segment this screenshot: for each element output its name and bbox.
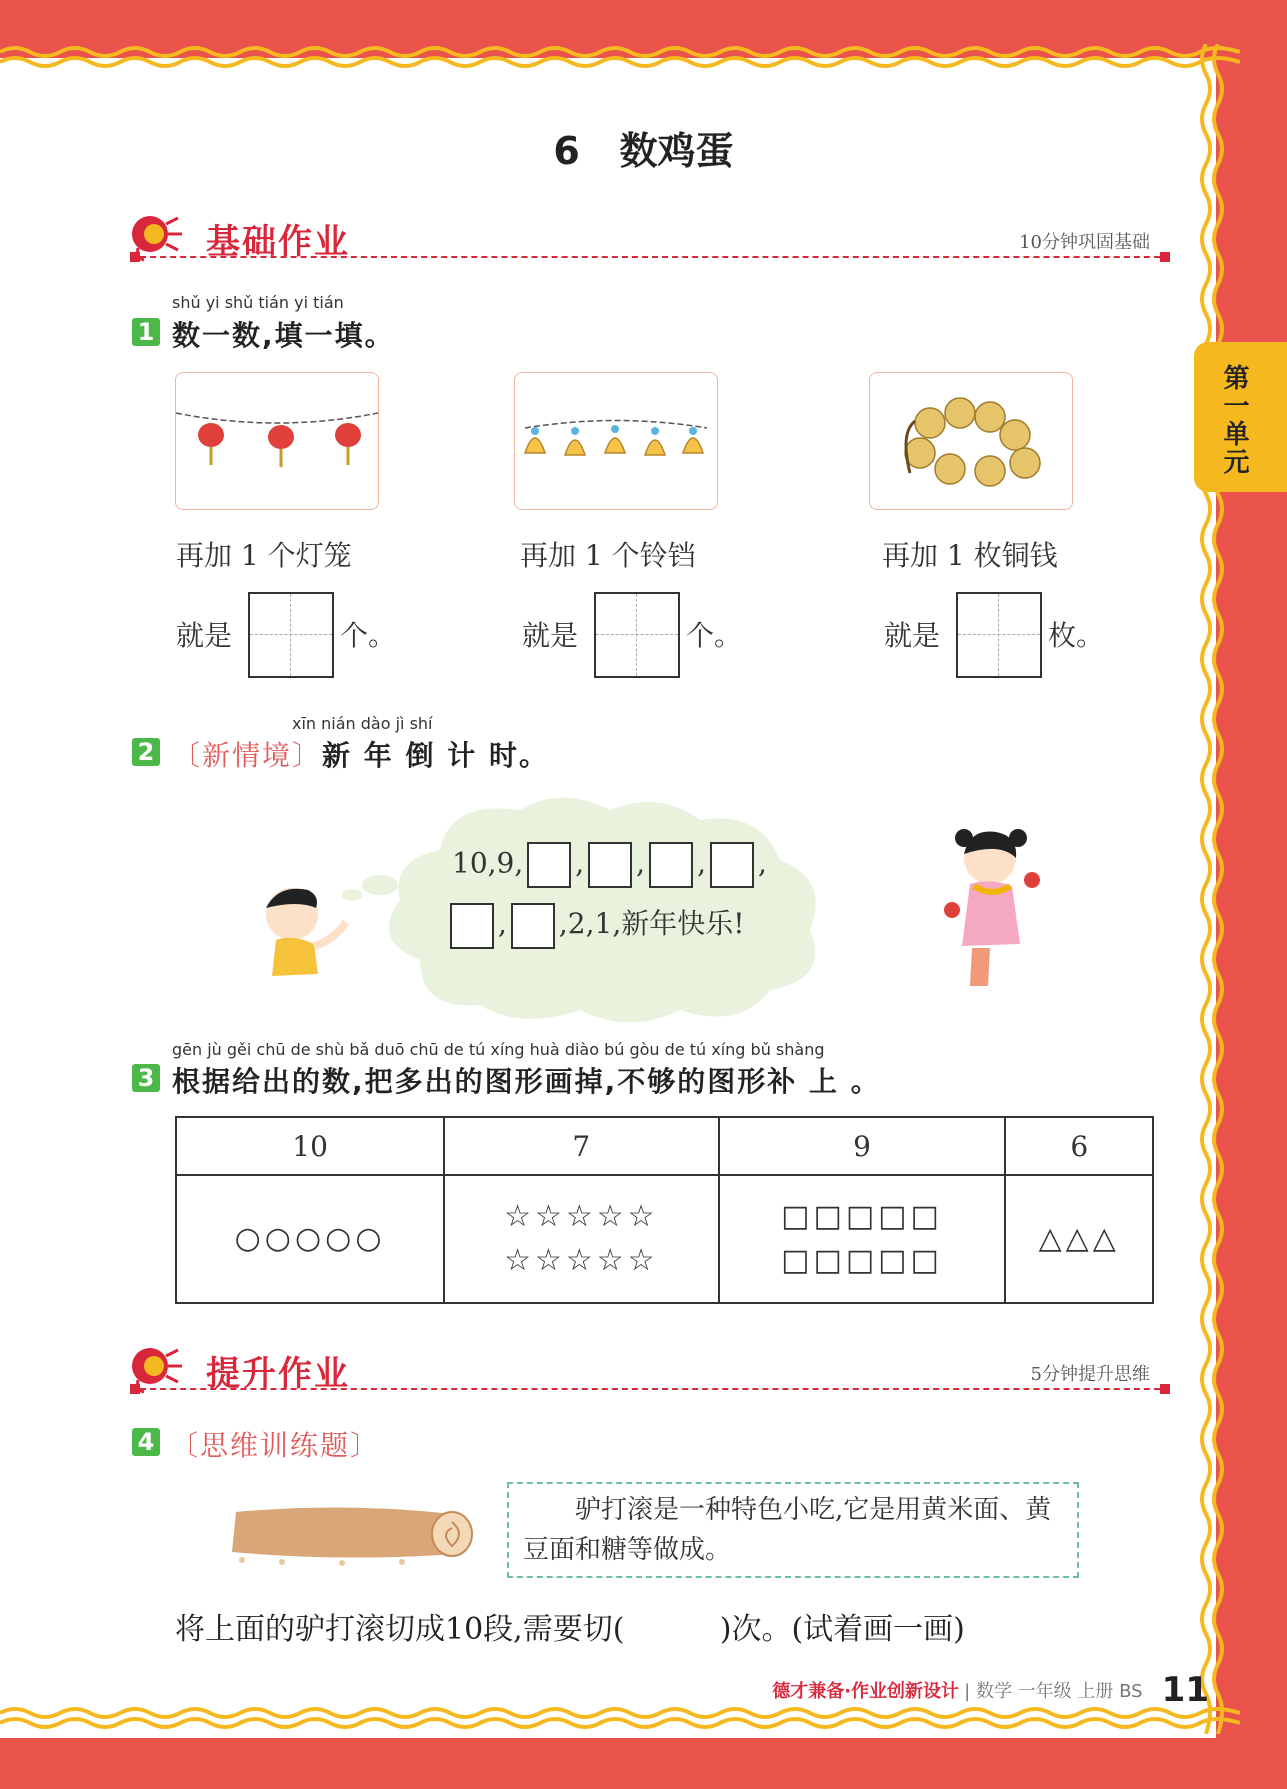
footer-meta: | 数学 一年级 上册 BS <box>964 1681 1143 1702</box>
q2-pinyin: xīn nián dào jì shí <box>292 714 433 733</box>
q2-number-badge: 2 <box>132 738 160 766</box>
section-advanced-note: 5分钟提升思维 <box>1030 1364 1150 1385</box>
squares-row-2: □□□□□ <box>781 1243 943 1278</box>
page-footer <box>772 1670 1209 1710</box>
q1-item2-suffix: 个。 <box>686 619 743 652</box>
q4-info-box <box>507 1482 1079 1578</box>
section-divider <box>130 256 1170 258</box>
squares-row-1: □□□□□ <box>781 1199 943 1234</box>
stars-cell[interactable] <box>444 1175 718 1303</box>
q1-item3-suffix: 枚。 <box>1048 619 1105 652</box>
q3-text: 根据给出的数,把多出的图形画掉,不够的图形补 上 。 <box>172 1065 881 1098</box>
section-basic-header <box>130 210 1170 260</box>
q2-blank-2[interactable] <box>588 842 632 888</box>
q2-sequence-row1: 10,9, , , , , <box>452 842 767 888</box>
section-basic-note: 10分钟巩固基础 <box>1019 232 1150 253</box>
lvdagun-roll-illustration <box>222 1496 482 1568</box>
q3-shapes-table <box>175 1116 1154 1304</box>
triangles-row: △△△ <box>1038 1221 1120 1256</box>
q2-blank-5[interactable] <box>450 903 494 949</box>
unit-tab-label: 第一单元 <box>1219 364 1249 476</box>
wavy-border-right <box>1198 44 1234 1734</box>
bells-picture <box>514 372 718 510</box>
triangles-cell[interactable] <box>1005 1175 1153 1303</box>
table-header-cell: 9 <box>719 1117 1006 1175</box>
q4-tag-text: 〔思维训练题〕 <box>170 1429 381 1462</box>
q1-item2-line1: 再加 1 个铃铛 <box>520 539 696 572</box>
q1-item3-answer-box[interactable] <box>956 592 1042 678</box>
q1-item2-prefix: 就是 <box>522 619 579 652</box>
q2-sequence-row2: , ,2,1,新年快乐! <box>446 902 745 949</box>
q1-item1-answer-box[interactable] <box>248 592 334 678</box>
stars-row-1: ☆☆☆☆☆ <box>504 1199 659 1234</box>
section-basic-label: 基础作业 <box>206 222 350 262</box>
q1-text: 数一数,填一填。 <box>172 319 395 352</box>
bells-icon <box>515 373 717 509</box>
q2-row1-start: 10,9, <box>452 846 524 880</box>
section-divider <box>130 1388 1170 1390</box>
q2-row2-end: ,2,1,新年快乐! <box>558 907 745 940</box>
lanterns-icon <box>176 373 378 509</box>
table-row <box>176 1175 1153 1303</box>
q4-number-badge: 4 <box>132 1428 160 1456</box>
table-header-cell: 7 <box>444 1117 718 1175</box>
q2-tag: 〔新情境〕 <box>172 739 323 772</box>
section-advanced-header <box>130 1342 1170 1392</box>
table-header-cell: 6 <box>1005 1117 1153 1175</box>
coins-icon <box>870 373 1072 509</box>
q2-text: 新 年 倒 计 时。 <box>322 739 550 772</box>
footer-brand: 德才兼备·作业创新设计 <box>772 1681 960 1702</box>
q1-pinyin: shǔ yi shǔ tián yi tián <box>172 293 344 312</box>
q2-blank-6[interactable] <box>511 903 555 949</box>
q3-pinyin: gēn jù gěi chū de shù bǎ duō chū de tú xíng huà diào bú gòu de tú xíng bǔ shàng <box>172 1040 825 1059</box>
q1-number-badge: 1 <box>132 318 160 346</box>
q4-tag <box>170 1424 380 1464</box>
q2-blank-1[interactable] <box>527 842 571 888</box>
divider-end-right <box>1160 1384 1170 1394</box>
divider-end-right <box>1160 252 1170 262</box>
circles-row: ○○○○○ <box>234 1221 386 1256</box>
page-number: 11 <box>1161 1670 1209 1710</box>
q3-number-badge: 3 <box>132 1064 160 1092</box>
q1-item3-line1: 再加 1 枚铜钱 <box>882 539 1058 572</box>
q2-blank-3[interactable] <box>649 842 693 888</box>
table-header-row <box>176 1117 1153 1175</box>
unit-side-tab[interactable] <box>1194 342 1287 492</box>
wavy-border-top <box>0 44 1240 72</box>
squares-cell[interactable] <box>719 1175 1006 1303</box>
q1-item2-answer-box[interactable] <box>594 592 680 678</box>
q1-item1-line1: 再加 1 个灯笼 <box>176 539 352 572</box>
boy-illustration <box>258 880 358 984</box>
q1-item1-suffix: 个。 <box>340 619 397 652</box>
circles-cell[interactable] <box>176 1175 444 1303</box>
divider-end-left <box>130 252 140 262</box>
table-header-cell: 10 <box>176 1117 444 1175</box>
lanterns-picture <box>175 372 379 510</box>
divider-end-left <box>130 1384 140 1394</box>
q4-question: 将上面的驴打滚切成10段,需要切( )次。(试着画一画) <box>175 1612 965 1647</box>
page-title: 6 数鸡蛋 <box>553 129 734 173</box>
q2-text-line <box>172 734 549 774</box>
coins-picture <box>869 372 1073 510</box>
q4-info-text: 驴打滚是一种特色小吃,它是用黄米面、黄豆面和糖等做成。 <box>523 1495 1052 1565</box>
q1-item3-prefix: 就是 <box>884 619 941 652</box>
girl-illustration <box>940 818 1050 998</box>
q2-blank-4[interactable] <box>710 842 754 888</box>
stars-row-2: ☆☆☆☆☆ <box>504 1243 659 1278</box>
section-advanced-label: 提升作业 <box>206 1354 350 1394</box>
q1-item1-prefix: 就是 <box>176 619 233 652</box>
